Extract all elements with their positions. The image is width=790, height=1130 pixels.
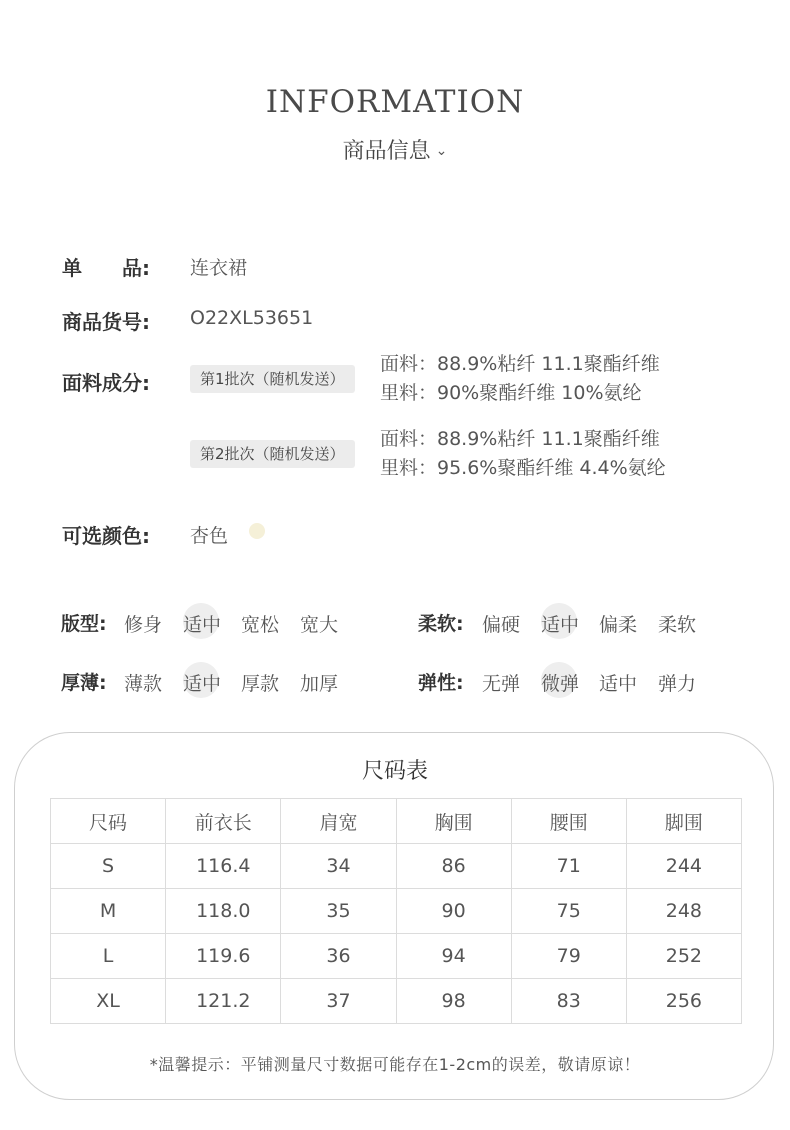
- batch-1-tag: 第1批次（随机发送）: [190, 365, 355, 393]
- sku-value: O22XL53651: [190, 307, 314, 329]
- thickness-label: 厚薄:: [61, 672, 107, 694]
- table-cell: 86: [396, 844, 511, 889]
- fit-option: 宽大: [300, 614, 339, 636]
- fit-label: 版型:: [61, 613, 107, 635]
- table-cell: 121.2: [166, 979, 281, 1024]
- header-cell: 腰围: [511, 799, 626, 844]
- elasticity-option: 适中: [599, 673, 638, 695]
- table-cell: 90: [396, 889, 511, 934]
- fit-option-selected: 适中: [183, 610, 221, 637]
- table-cell: 71: [511, 844, 626, 889]
- color-label: 可选颜色:: [62, 524, 150, 548]
- item-value: 连衣裙: [190, 257, 248, 279]
- table-cell: 79: [511, 934, 626, 979]
- header-cell: 脚围: [626, 799, 741, 844]
- thickness-option: 薄款: [124, 673, 163, 695]
- table-row: [51, 934, 742, 979]
- fit-option: 修身: [124, 614, 163, 636]
- table-cell: S: [51, 844, 166, 889]
- table-row: [51, 844, 742, 889]
- thickness-option-selected: 适中: [183, 669, 221, 696]
- color-swatch: [249, 523, 265, 539]
- table-row: [51, 979, 742, 1024]
- table-cell: L: [51, 934, 166, 979]
- sku-label: 商品货号:: [62, 310, 150, 334]
- chevron-down-icon: ⌄: [435, 143, 448, 159]
- batch-1-lining: 里料：90%聚酯纤维 10%氨纶: [380, 382, 642, 404]
- table-cell: 118.0: [166, 889, 281, 934]
- table-cell: 244: [626, 844, 741, 889]
- measurement-note: *温馨提示：平铺测量尺寸数据可能存在1-2cm的误差，敬请原谅！: [149, 1055, 641, 1074]
- batch-1-outer: 面料：88.9%粘纤 11.1聚酯纤维: [380, 353, 660, 375]
- table-row: [51, 889, 742, 934]
- size-chart-title: 尺码表: [361, 759, 428, 784]
- table-cell: 83: [511, 979, 626, 1024]
- thickness-option: 加厚: [300, 673, 339, 695]
- table-cell: 36: [281, 934, 396, 979]
- table-cell: 256: [626, 979, 741, 1024]
- batch-2-tag: 第2批次（随机发送）: [190, 440, 355, 468]
- table-cell: 116.4: [166, 844, 281, 889]
- table-cell: XL: [51, 979, 166, 1024]
- table-cell: 37: [281, 979, 396, 1024]
- thickness-option: 厚款: [241, 673, 280, 695]
- elasticity-option: 无弹: [482, 673, 521, 695]
- table-cell: 119.6: [166, 934, 281, 979]
- elasticity-label: 弹性:: [418, 672, 464, 694]
- table-cell: 34: [281, 844, 396, 889]
- page-subtitle: [0, 134, 790, 165]
- header-cell: 肩宽: [281, 799, 396, 844]
- elasticity-option: 弹力: [658, 673, 697, 695]
- softness-option: 偏柔: [599, 614, 638, 636]
- elasticity-option-selected: 微弹: [541, 669, 579, 696]
- fabric-label: 面料成分:: [62, 371, 150, 395]
- table-cell: 75: [511, 889, 626, 934]
- table-cell: 252: [626, 934, 741, 979]
- item-label: 单 品:: [62, 256, 150, 280]
- color-value: 杏色: [190, 525, 229, 547]
- batch-2-outer: 面料：88.9%粘纤 11.1聚酯纤维: [380, 428, 660, 450]
- table-cell: 94: [396, 934, 511, 979]
- table-header-row: [51, 799, 742, 844]
- page-title: INFORMATION: [265, 84, 525, 120]
- softness-option-selected: 适中: [541, 610, 579, 637]
- fit-option: 宽松: [241, 614, 280, 636]
- softness-label: 柔软:: [418, 613, 464, 635]
- size-table: [50, 798, 742, 1024]
- header-cell: 尺码: [51, 799, 166, 844]
- table-cell: 248: [626, 889, 741, 934]
- table-cell: M: [51, 889, 166, 934]
- softness-option: 偏硬: [482, 614, 521, 636]
- table-cell: 98: [396, 979, 511, 1024]
- header-cell: 前衣长: [166, 799, 281, 844]
- header-cell: 胸围: [396, 799, 511, 844]
- subtitle-text: 商品信息: [342, 139, 431, 164]
- softness-option: 柔软: [658, 614, 697, 636]
- table-cell: 35: [281, 889, 396, 934]
- batch-2-lining: 里料：95.6%聚酯纤维 4.4%氨纶: [380, 457, 666, 479]
